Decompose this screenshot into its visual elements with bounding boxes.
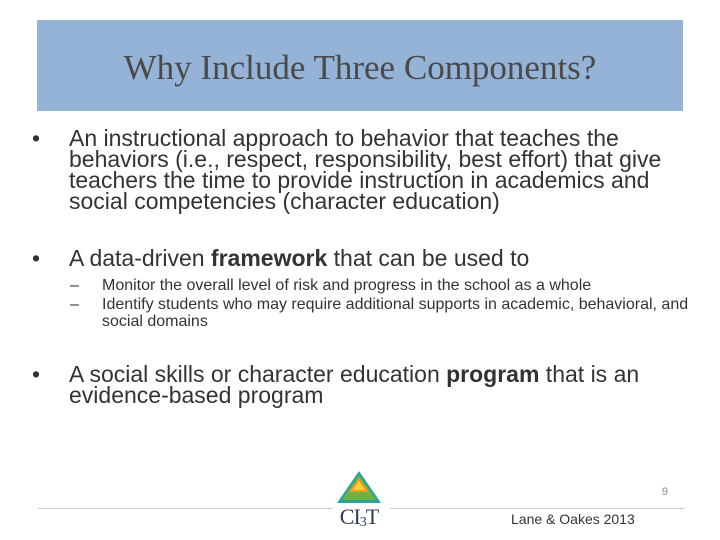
- sub-bullet-marker: –: [70, 296, 79, 313]
- logo-text-main: CI: [339, 504, 360, 529]
- logo-wordmark: [336, 504, 382, 531]
- logo-text-end: T: [365, 504, 379, 529]
- bullet-item: [30, 361, 690, 408]
- bullet-bold-term: program: [446, 361, 540, 387]
- bullet-marker: •: [32, 361, 41, 387]
- footer-divider-left: [38, 508, 333, 509]
- ci3t-logo: [336, 470, 382, 538]
- title-bar: [37, 20, 683, 111]
- footer-divider-right: [390, 508, 685, 509]
- slide-title: Why Include Three Components?: [123, 48, 597, 87]
- sub-bullet-text: Identify students who may require additional supports in academic, behavioral, and social domains: [102, 296, 689, 330]
- bullet-text: A data-driven: [69, 245, 211, 271]
- sub-bullet-item: [30, 277, 690, 294]
- page-number: 9: [661, 486, 668, 498]
- bullet-item: [30, 125, 690, 214]
- sub-bullet-item: [30, 296, 690, 330]
- bullet-item: [30, 245, 690, 271]
- bullet-text: An instructional approach to behavior that teaches the behaviors (i.e., respect, responsibility, best effort) that give teachers the time to provide instruction in academics and social competencies (character education): [69, 125, 662, 214]
- bullet-marker: •: [32, 125, 41, 151]
- bullet-text: that is an evidence-based program: [69, 361, 640, 408]
- slide-content: [30, 124, 690, 406]
- bullet-text: A social skills or character education: [69, 361, 447, 387]
- sub-bullet-marker: –: [70, 277, 79, 294]
- triangle-logo-icon: [336, 470, 382, 504]
- sub-bullet-text: Monitor the overall level of risk and progress in the school as a whole: [102, 277, 592, 294]
- bullet-text: that can be used to: [327, 245, 530, 271]
- logo-text-sub: 3: [359, 515, 366, 530]
- bullet-marker: •: [32, 245, 41, 271]
- bullet-bold-term: framework: [210, 245, 328, 271]
- author-credit: Lane & Oakes 2013: [511, 511, 635, 527]
